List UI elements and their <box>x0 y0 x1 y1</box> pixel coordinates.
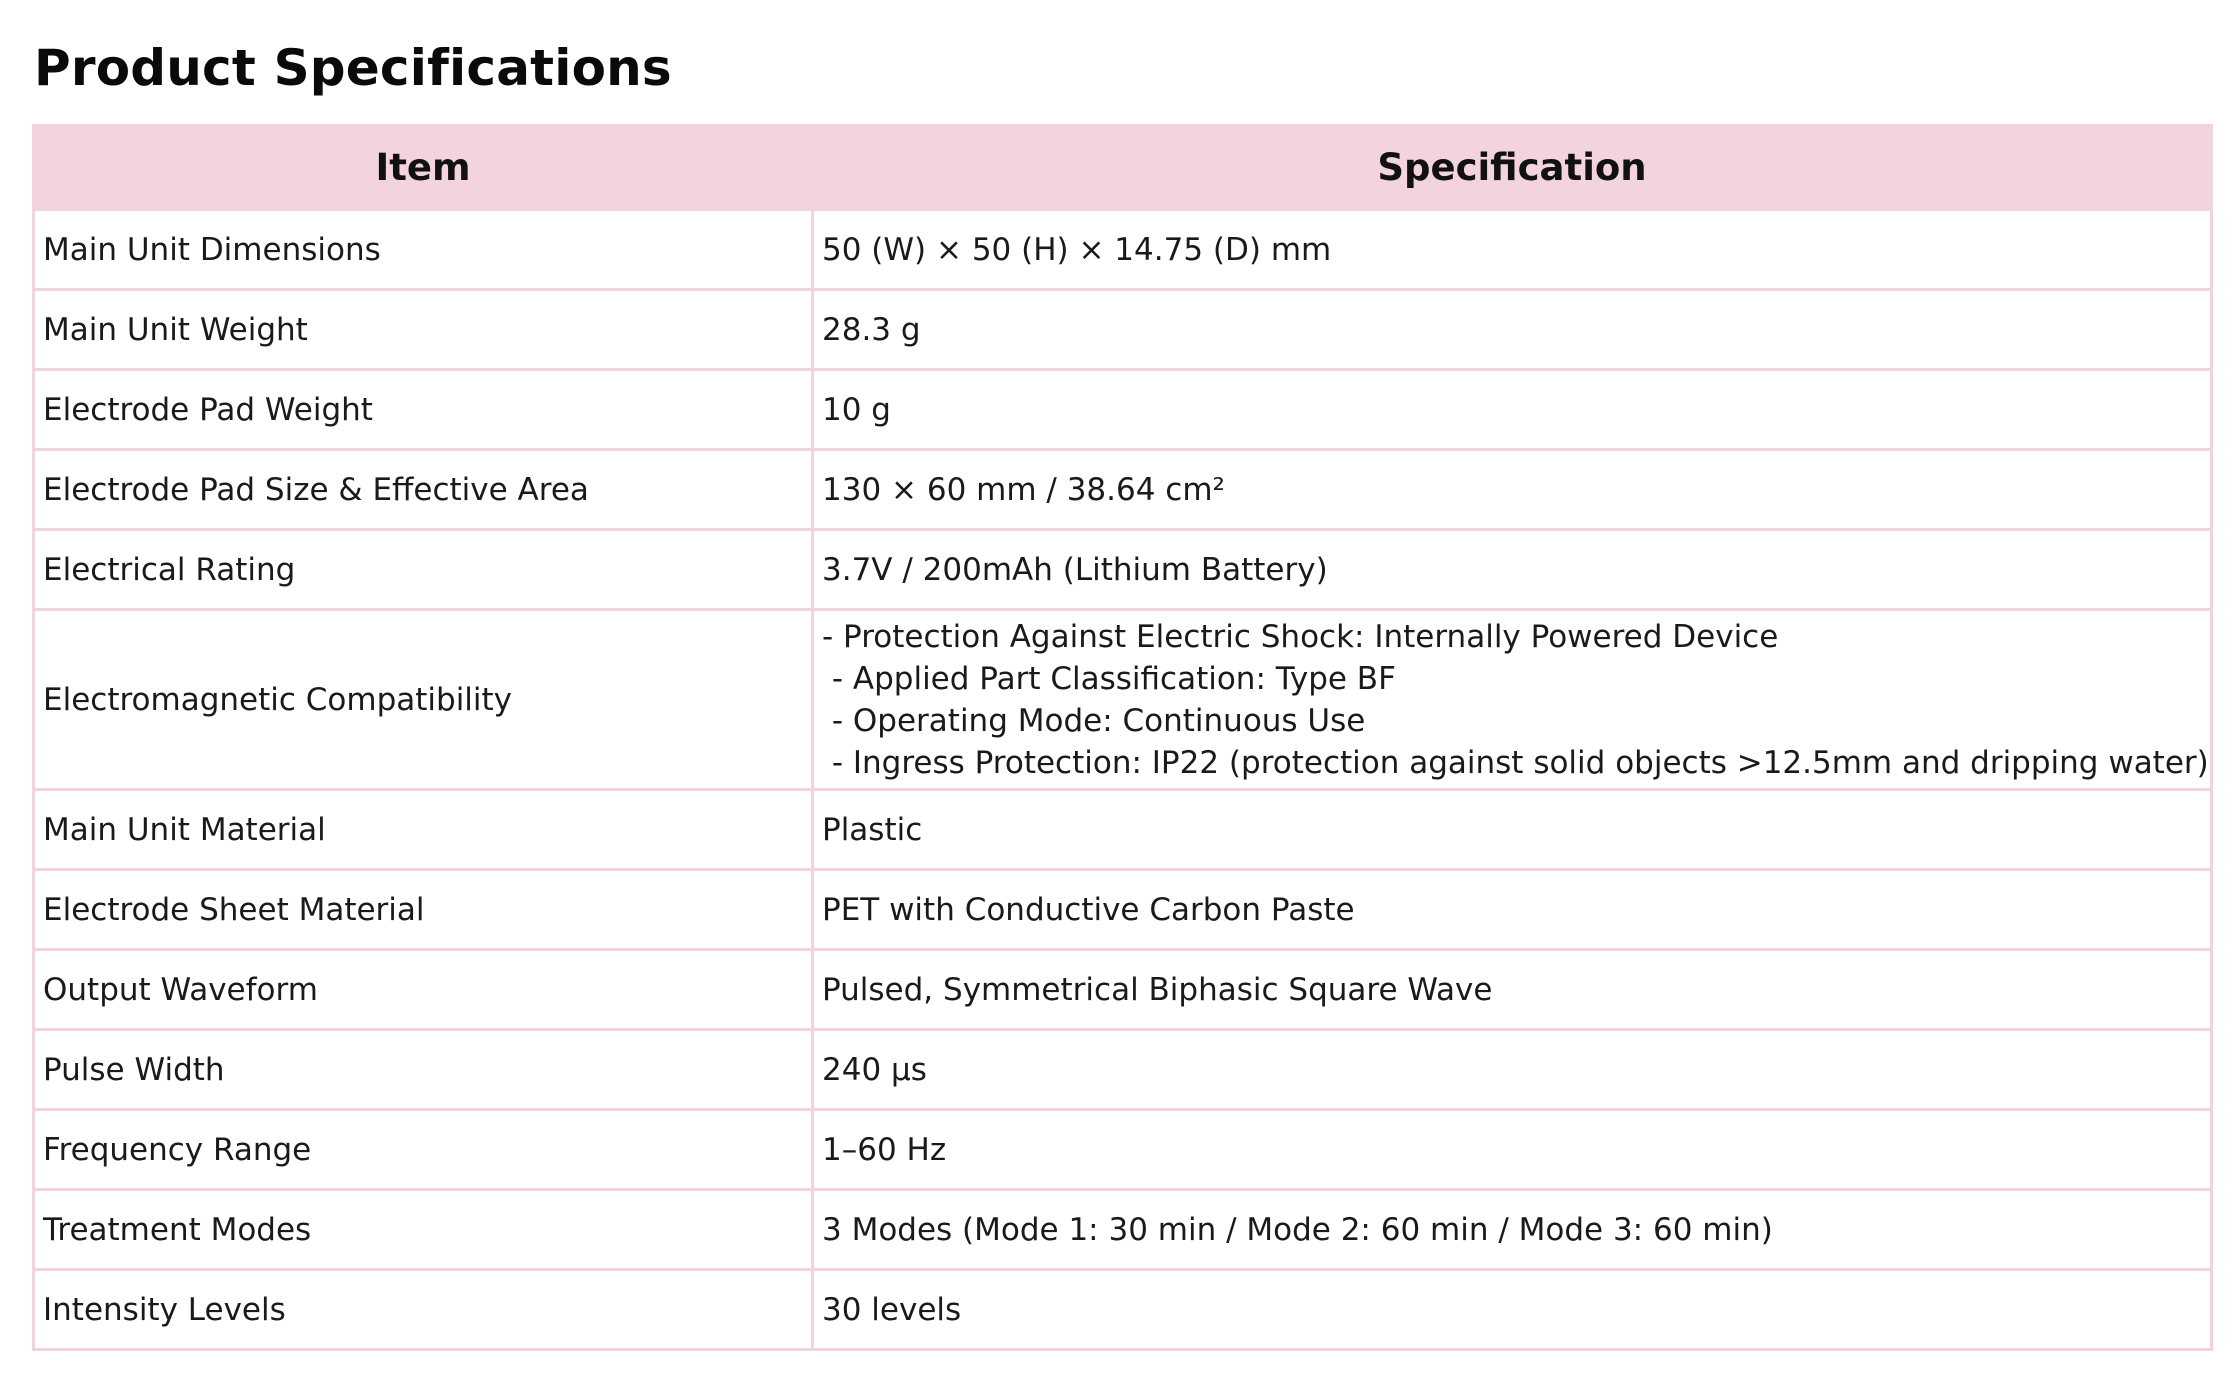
table-row <box>34 1270 2212 1350</box>
item-cell: Electrode Sheet Material <box>34 870 813 950</box>
spec-cell: 10 g <box>813 370 2212 450</box>
item-cell: Electrode Pad Size & Effective Area <box>34 450 813 530</box>
spec-cell: 240 μs <box>813 1030 2212 1110</box>
table-row <box>34 950 2212 1030</box>
item-cell: Main Unit Dimensions <box>34 210 813 290</box>
table-row <box>34 210 2212 290</box>
spec-line: - Protection Against Electric Shock: Internally Powered Device <box>822 618 1779 655</box>
table-row <box>34 1110 2212 1190</box>
item-cell: Electrical Rating <box>34 530 813 610</box>
item-cell: Pulse Width <box>34 1030 813 1110</box>
header-specification: Specification <box>813 126 2212 210</box>
item-cell: Intensity Levels <box>34 1270 813 1350</box>
item-cell: Electrode Pad Weight <box>34 370 813 450</box>
table-row <box>34 610 2212 790</box>
table-header-row <box>34 126 2212 210</box>
spec-line: - Ingress Protection: IP22 (protection against solid objects >12.5mm and dripping water) <box>822 744 2209 781</box>
spec-cell: 3.7V / 200mAh (Lithium Battery) <box>813 530 2212 610</box>
item-cell: Treatment Modes <box>34 1190 813 1270</box>
spec-cell: PET with Conductive Carbon Paste <box>813 870 2212 950</box>
table-row <box>34 1030 2212 1110</box>
spec-cell: 3 Modes (Mode 1: 30 min / Mode 2: 60 min / Mode 3: 60 min) <box>813 1190 2212 1270</box>
table-row <box>34 450 2212 530</box>
table-row <box>34 530 2212 610</box>
spec-cell: 30 levels <box>813 1270 2212 1350</box>
spec-cell <box>813 610 2212 790</box>
spec-line: - Operating Mode: Continuous Use <box>822 702 1366 739</box>
spec-table <box>32 124 2213 1351</box>
spec-cell: 130 × 60 mm / 38.64 cm² <box>813 450 2212 530</box>
header-item: Item <box>34 126 813 210</box>
item-cell: Main Unit Material <box>34 790 813 870</box>
spec-cell: Pulsed, Symmetrical Biphasic Square Wave <box>813 950 2212 1030</box>
table-row <box>34 1190 2212 1270</box>
table-row <box>34 290 2212 370</box>
spec-cell: 50 (W) × 50 (H) × 14.75 (D) mm <box>813 210 2212 290</box>
table-row <box>34 370 2212 450</box>
item-cell: Main Unit Weight <box>34 290 813 370</box>
page-title: Product Specifications <box>34 39 672 97</box>
spec-cell: 28.3 g <box>813 290 2212 370</box>
spec-cell: Plastic <box>813 790 2212 870</box>
item-cell: Output Waveform <box>34 950 813 1030</box>
spec-line: - Applied Part Classification: Type BF <box>822 660 1396 697</box>
item-cell: Frequency Range <box>34 1110 813 1190</box>
table-row <box>34 870 2212 950</box>
spec-cell: 1–60 Hz <box>813 1110 2212 1190</box>
table-row <box>34 790 2212 870</box>
item-cell: Electromagnetic Compatibility <box>34 610 813 790</box>
